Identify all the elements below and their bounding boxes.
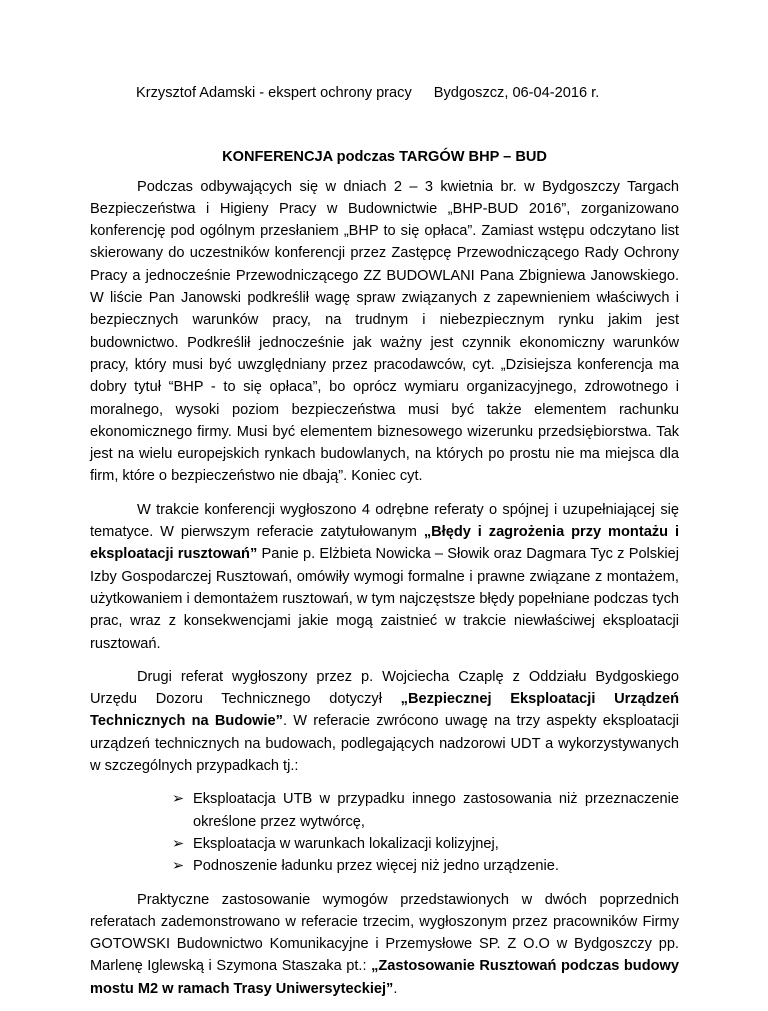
list-item-text: Eksploatacja UTB w przypadku innego zastosowania niż przeznaczenie określone przez wytwórcę, — [193, 791, 679, 830]
list-item — [172, 788, 679, 833]
list-item-text: Podnoszenie ładunku przez więcej niż jedno urządzenie. — [193, 858, 559, 875]
arrow-bullet-icon: ➢ — [172, 791, 185, 808]
document-title: KONFERENCJA podczas TARGÓW BHP – BUD — [222, 149, 547, 166]
text-run: . — [393, 980, 398, 997]
text-run: W trakcie konferencji wygłoszono 4 odrębne referaty o spójnej i uzupełniającej się tematyce. W pierwszym referacie zatytułowanym — [90, 501, 679, 541]
list-item — [172, 855, 679, 877]
document-header — [90, 82, 679, 104]
arrow-bullet-icon: ➢ — [172, 858, 185, 875]
talk-title-udt: „Bezpiecznej Eksploatacji Urządzeń Technicznych na Budowie” — [90, 691, 679, 730]
text-run: Panie p. Elżbieta Nowicka – Słowik oraz Dagmara Tyc z Polskiej Izby Gospodarczej Rusztowań, omówiły wymogi formalne i prawne związane z montażem, użytkowaniem i demontażem rusztowań, w tym najczęstsze błędy popełniane podczas tych prac, wraz z konsekwencjami jakie mogą zaistnieć w trakcie niewłaściwej eksploatacji rusztowań. — [90, 546, 679, 652]
list-item-text: Eksploatacja w warunkach lokalizacji kolizyjnej, — [193, 835, 499, 852]
author-line: Krzysztof Adamski - ekspert ochrony pracy — [136, 85, 412, 101]
paragraph-intro: Podczas odbywających się w dniach 2 – 3 kwietnia br. w Bydgoszczy Targach Bezpieczeństwa i Higieny Pracy w Budownictwie „BHP-BUD 2016”, zorganizowano konferencję pod ogólnym przesłaniem „BHP to się opłaca”. Zamiast wstępu odczytano list skierowany do uczestników konferencji przez Zastępcę Przewodniczącego Rady Ochrony Pracy a jednocześnie Przewodniczącego ZZ BUDOWLANI Pana Zbigniewa Janowskiego. W liście Pan Janowski podkreślił wagę spraw związanych z zapewnieniem właściwych i bezpiecznych warunków pracy, na trudnym i niebezpiecznym rynku jakim jest budownictwo. Podkreślił jednocześnie jak ważny jest czynnik ekonomiczny warunków pracy, który musi być uwzględniany przez pracodawców, cyt. „Dzisiejsza konferencja ma dobry tytuł “BHP - to się opłaca”, bo oprócz wymiaru organizacyjnego, zdrowotnego i moralnego, wysoki poziom bezpieczeństwa musi być także elementem rachunku ekonomicznego firmy. Musi być elementem biznesowego wizerunku przedsiębiorstwa. Tak jest na wielu europejskich rynkach budowlanych, na których po prostu nie ma miejsca dla firm, które o bezpieczeństwo nie dbają”. Koniec cyt. — [90, 178, 679, 485]
talk-title-bridge: „Zastosowanie Rusztowań podczas budowy mostu M2 w ramach Trasy Uniwersyteckiej” — [90, 958, 679, 997]
paragraph-second-talk — [90, 666, 679, 777]
aspects-list — [90, 788, 679, 877]
paragraph-first-talk — [90, 499, 679, 655]
text-run: Drugi referat wygłoszony przez p. Wojciecha Czaplę z Oddziału Bydgoskiego Urzędu Dozoru Technicznego dotyczył — [90, 668, 679, 708]
arrow-bullet-icon: ➢ — [172, 835, 185, 852]
text-run: . W referacie zwrócono uwagę na trzy aspekty eksploatacji urządzeń technicznych na budowach, podlegających nadzorowi UDT a wykorzystywanych w szczególnych przypadkach tj.: — [90, 713, 680, 775]
paragraph-third-talk — [90, 889, 679, 1000]
text-run: Praktyczne zastosowanie wymogów przedstawionych w dwóch poprzednich referatach zademonstrowano w referacie trzecim, wygłoszonym przez pracowników Firmy GOTOWSKI Budownictwo Komunikacyjne i Przemysłowe SP. Z O.O w Bydgoszczy pp. Marlenę Iglewską i Szymona Staszaka pt.: — [90, 891, 679, 975]
list-item — [172, 833, 679, 855]
document-page — [90, 82, 679, 1011]
place-date: Bydgoszcz, 06-04-2016 r. — [433, 85, 600, 101]
talk-title-scaffolding: „Błędy i zagrożenia przy montażu i eksploatacji rusztowań” — [90, 524, 679, 563]
